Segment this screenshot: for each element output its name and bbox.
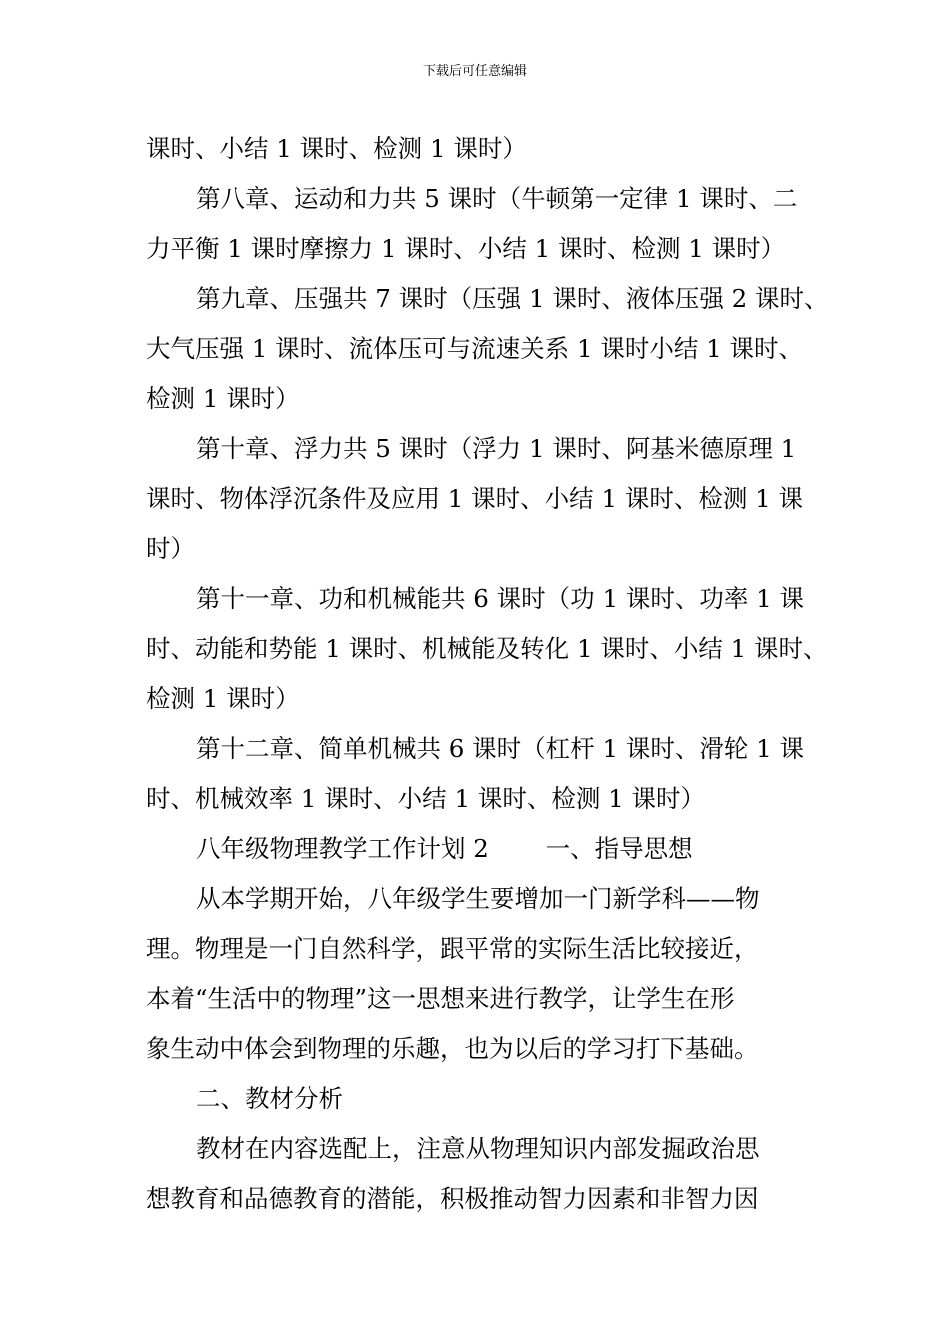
section-heading-plan-2: 八年级物理教学工作计划 2 一、指导思想 [196, 834, 693, 863]
text-line: 课时、物体浮沉条件及应用 1 课时、小结 1 课时、检测 1 课 [146, 484, 803, 513]
text-line: 时） [146, 534, 195, 563]
paragraph-textbook-analysis: 教材在内容选配上，注意从物理知识内部发掘政治思 [196, 1134, 760, 1163]
paragraph-chapter-10: 第十章、浮力共 5 课时（浮力 1 课时、阿基米德原理 1 [196, 434, 797, 463]
text-line: 时、动能和势能 1 课时、机械能及转化 1 课时、小结 1 课时、 [146, 634, 828, 663]
text-line: 本着“生活中的物理”这一思想来进行教学，让学生在形 [146, 984, 735, 1013]
paragraph-chapter-12: 第十二章、简单机械共 6 课时（杠杆 1 课时、滑轮 1 课 [196, 734, 804, 763]
paragraph-chapter-11: 第十一章、功和机械能共 6 课时（功 1 课时、功率 1 课 [196, 584, 804, 613]
page-header-note: 下载后可任意编辑 [422, 64, 527, 79]
text-line: 象生动中体会到物理的乐趣，也为以后的学习打下基础。 [146, 1034, 759, 1063]
text-line: 课时、小结 1 课时、检测 1 课时） [146, 134, 527, 163]
text-line: 检测 1 课时） [146, 684, 300, 713]
text-line: 想教育和品德教育的潜能，积极推动智力因素和非智力因 [146, 1184, 759, 1213]
text-line: 时、机械效率 1 课时、小结 1 课时、检测 1 课时） [146, 784, 705, 813]
paragraph-chapter-9: 第九章、压强共 7 课时（压强 1 课时、液体压强 2 课时、 [196, 284, 829, 313]
text-line: 检测 1 课时） [146, 384, 300, 413]
section-heading-textbook-analysis: 二、教材分析 [196, 1084, 343, 1113]
text-line: 大气压强 1 课时、流体压可与流速关系 1 课时小结 1 课时、 [146, 334, 803, 363]
text-line: 力平衡 1 课时摩擦力 1 课时、小结 1 课时、检测 1 课时） [146, 234, 786, 263]
paragraph-chapter-8: 第八章、运动和力共 5 课时（牛顿第一定律 1 课时、二 [196, 184, 798, 213]
paragraph-guiding-thought: 从本学期开始，八年级学生要增加一门新学科——物 [196, 884, 760, 913]
text-line: 理。物理是一门自然科学，跟平常的实际生活比较接近， [146, 934, 759, 963]
